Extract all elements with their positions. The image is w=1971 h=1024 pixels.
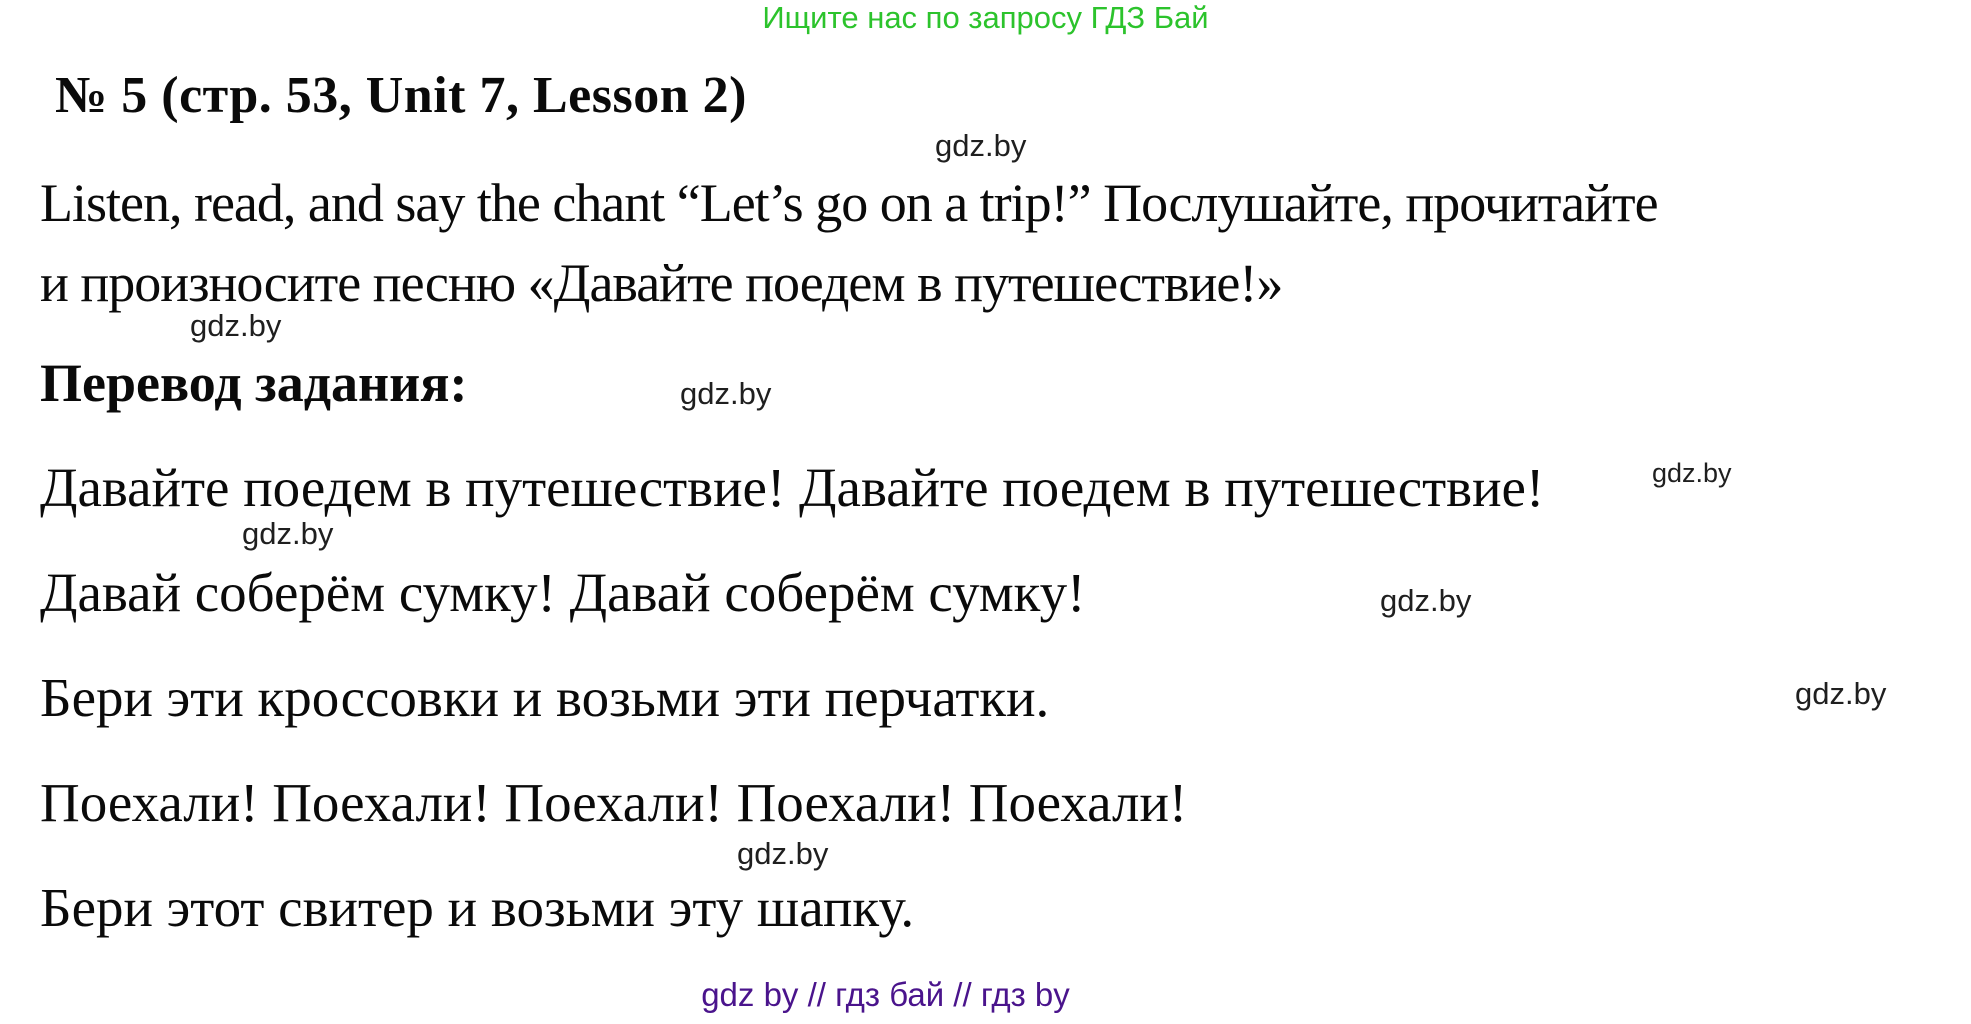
translation-line: Бери этот свитер и возьми эту шапку. (40, 877, 915, 938)
translation-line: Давай соберём сумку! Давай соберём сумку! (40, 562, 1086, 623)
footer-search-queries: gdz by // гдз бай // гдз by (701, 976, 1070, 1013)
gdz-watermark: gdz.by (680, 376, 772, 411)
gdz-watermark: gdz.by (242, 516, 334, 551)
gdz-watermark: gdz.by (1380, 583, 1472, 618)
task-text-line-1: Listen, read, and say the chant “Let’s go on a trip!” Послушайте, прочитайте (40, 173, 1658, 233)
translation-line: Бери эти кроссовки и возьми эти перчатки. (40, 667, 1050, 728)
gdz-watermark: gdz.by (935, 128, 1027, 163)
gdz-watermark: gdz.by (1652, 458, 1732, 488)
task-text-line-2: и произносите песню «Давайте поедем в путешествие!» (40, 253, 1283, 313)
promo-banner-text: Ищите нас по запросу ГДЗ Бай (762, 0, 1209, 35)
gdz-watermark: gdz.by (190, 308, 282, 343)
gdz-watermark: gdz.by (1795, 676, 1887, 711)
exercise-heading: № 5 (стр. 53, Unit 7, Lesson 2) (55, 67, 747, 124)
translation-line: Давайте поедем в путешествие! Давайте поедем в путешествие! (40, 457, 1545, 518)
translation-line: Поехали! Поехали! Поехали! Поехали! Поехали! (40, 772, 1188, 833)
gdz-watermark: gdz.by (737, 836, 829, 871)
translation-heading: Перевод задания: (40, 353, 468, 413)
